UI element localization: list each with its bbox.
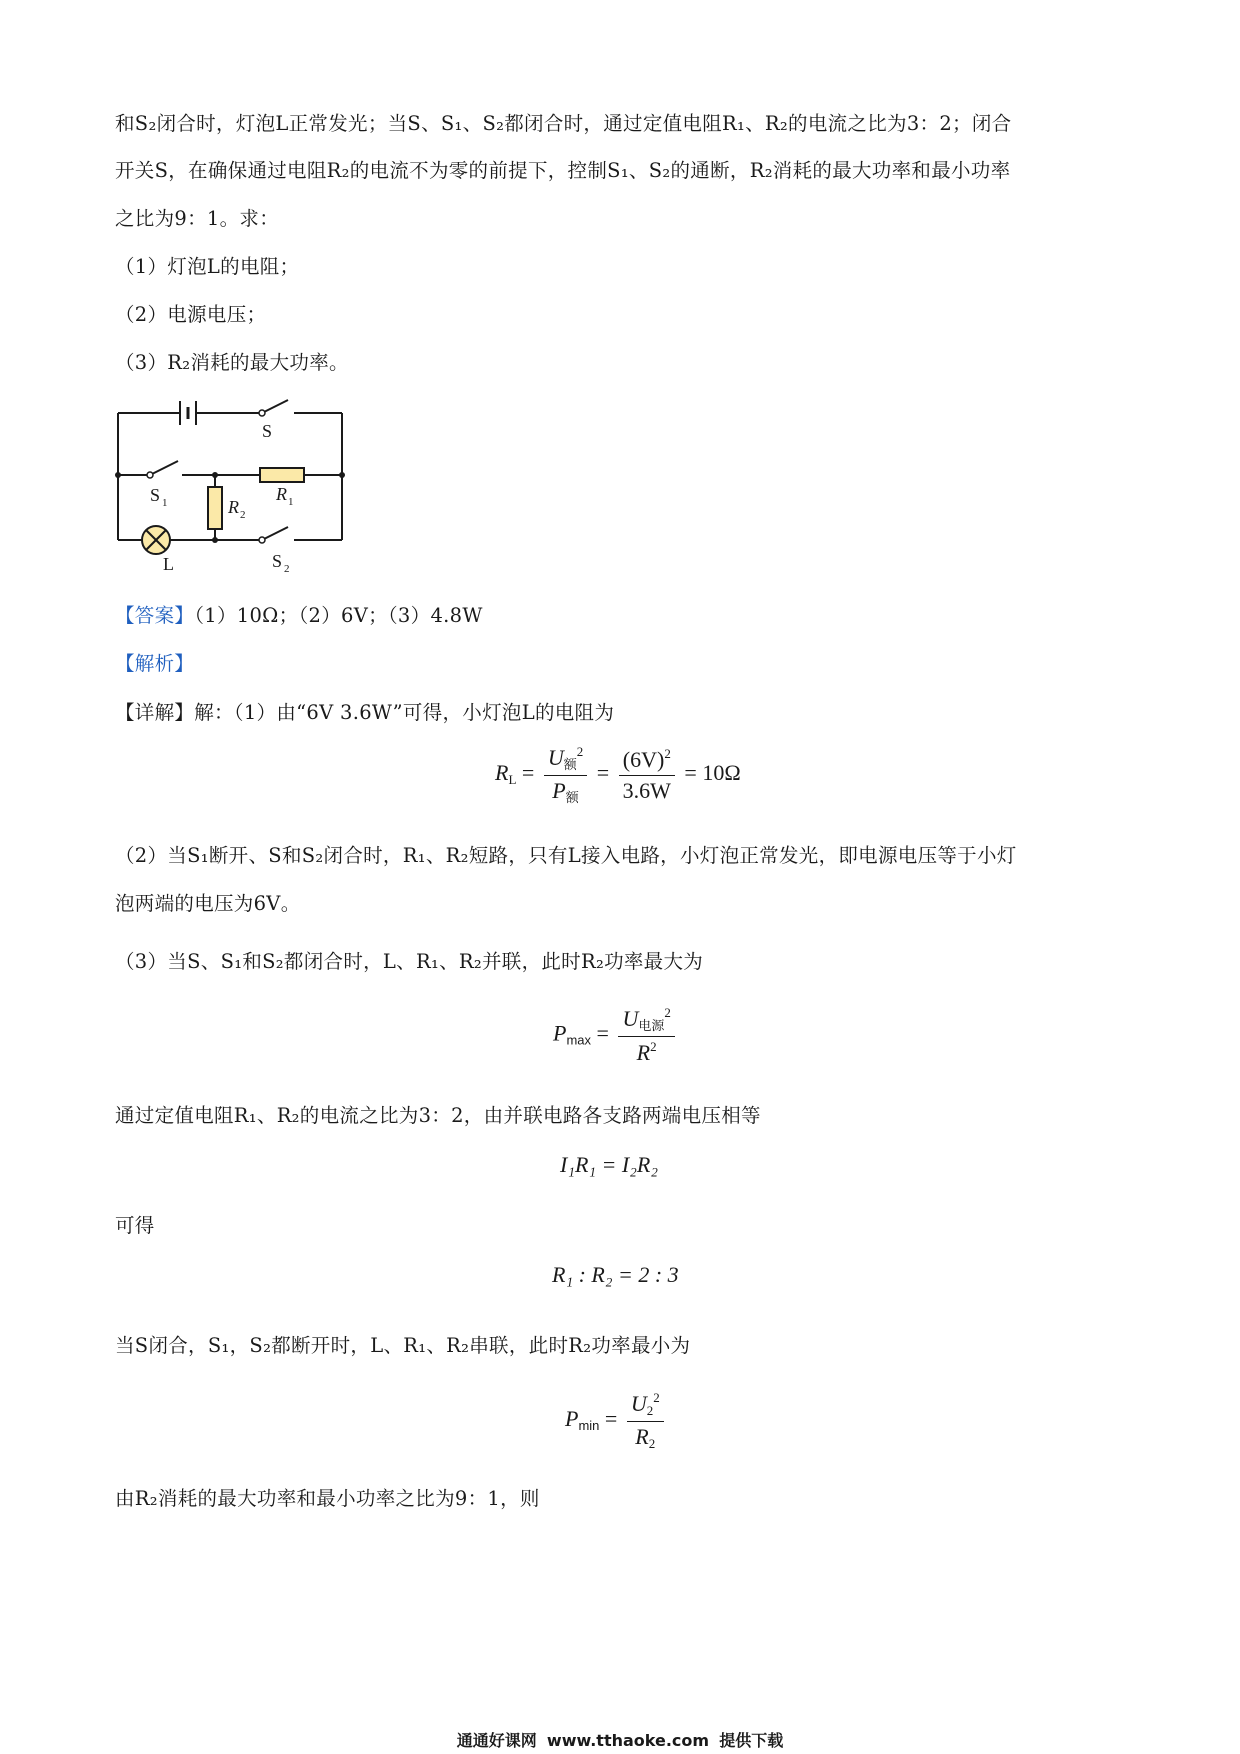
formula-lamp-resistance: $R_L$ = $\frac{U_额^2}{P_额}$ = $\frac{(6V)^2}{3.6W}$ = 10Ω [495,744,741,805]
formula-pmin: $P_{min}$ = $\frac{U_2^2}{R_2}$ [565,1390,668,1452]
part2-line-2: 泡两端的电压为6V。 [115,892,301,915]
svg-text:1: 1 [288,496,294,508]
formula-current-ratio: I₁R₁ = I₂R₂ [560,1152,658,1177]
svg-text:1: 1 [162,497,168,509]
resistor-r1 [260,468,304,482]
label-r2: R [228,497,239,517]
switch-s1-blade [150,461,178,475]
page-footer [0,1728,1240,1751]
formula-pmax: $P_{max}$ = $\frac{U_{电源}^2}{R^2}$ [553,1005,679,1066]
kede-line: 可得 [115,1214,155,1237]
problem-line-3: 之比为9：1。求： [115,207,280,230]
problem-line-1: 和S₂闭合时，灯泡L正常发光；当S、S₁、S₂都闭合时，通过定值电阻R₁、R₂的电流之比为3：2；闭合 [115,112,1012,135]
answer-text: （1）10Ω；（2）6V；（3）4.8W [194,604,483,627]
label-r1: R [276,484,287,504]
svg-text:2: 2 [240,509,246,521]
answer-line [115,600,483,628]
circuit-diagram [110,395,350,575]
detail-line-1: 【详解】解：（1）由“6V 3.6W”可得，小灯泡L的电阻为 [115,701,615,724]
footer-note: 提供下载 [719,1731,784,1750]
label-s2: S [272,551,283,571]
question-1: （1）灯泡L的电阻； [115,255,300,278]
switch-s2-blade [262,527,288,540]
question-3: （3）R₂消耗的最大功率。 [115,351,349,374]
question-2: （2）电源电压； [115,303,267,326]
analysis-tag: 【解析】 [115,652,195,675]
label-s1: S [150,485,161,505]
detail-tag: 【详解】 [115,701,195,724]
footer-site: 通通好课网 [456,1731,537,1750]
part3-line-2: 通过定值电阻R₁、R₂的电流之比为3：2，由并联电路各支路两端电压相等 [115,1104,761,1127]
svg-text:2: 2 [284,563,290,575]
part3-line-1: （3）当S、S₁和S₂都闭合时，L、R₁、R₂并联，此时R₂功率最大为 [115,950,704,973]
formula-resistance-ratio: R₁ : R₂ = 2 : 3 [552,1262,679,1287]
label-s: S [262,421,273,441]
footer-url[interactable]: www.tthaoke.com [546,1731,710,1750]
part3-line-4: 由R₂消耗的最大功率和最小功率之比为9：1，则 [115,1487,540,1510]
answer-tag: 【答案】 [115,604,195,627]
label-l: L [163,554,174,574]
part3-line-3: 当S闭合，S₁，S₂都断开时，L、R₁、R₂串联，此时R₂功率最小为 [115,1334,691,1357]
part2-line-1: （2）当S₁断开、S和S₂闭合时，R₁、R₂短路，只有L接入电路，小灯泡正常发光，即电源电压等于小灯 [115,844,1017,867]
switch-s-blade [262,400,288,413]
problem-line-2: 开关S，在确保通过电阻R₂的电流不为零的前提下，控制S₁、S₂的通断，R₂消耗的最大功率和最小功率 [115,159,1011,182]
resistor-r2 [208,487,222,529]
